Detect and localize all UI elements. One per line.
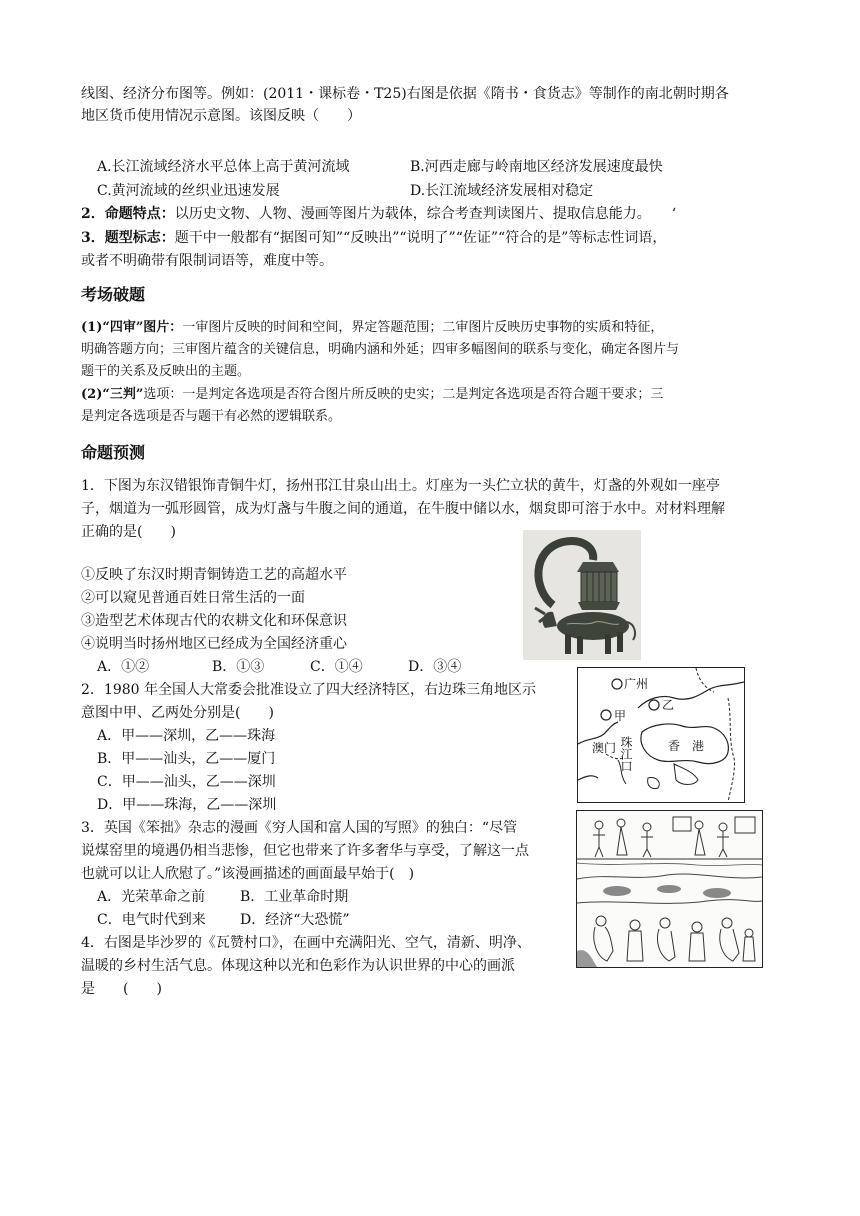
four-review-line-3: 题干的关系及反映出的主题。 [81,364,251,379]
q4-line-1: 4．右图是毕沙罗的《瓦赞村口》，在画中充满阳光、空气，清新、明净、 [81,935,531,951]
bronze-ox-lamp-image [523,530,641,660]
q3-option-d: D．经济“大恐慌” [240,912,350,928]
example-option-c: C.黄河流域的丝织业迅速发展 [97,183,280,199]
q3-line-1: 3．英国《笨拙》杂志的漫画《穷人国和富人国的写照》的独白：“尽管 [81,820,518,836]
example-option-d: D.长江流域经济发展相对稳定 [410,183,594,199]
map-label-hk-1: 香 [668,739,681,753]
feature-3-text: 题干中一般都有“据图可知”“反映出”“说明了”“佐证”“符合的是”等标志性词语， [174,230,667,246]
feature-2-text: 以历史文物、人物、漫画等图片为载体，综合考查判读图片、提取信息能力。 ‘ [174,206,677,222]
q1-option-b: B．①③ [212,659,265,675]
four-review-line-2: 明确答题方向；三审图片蕴含的关键信息，明确内涵和外延；四审多幅图间的联系与变化，确定各图片与 [81,342,680,357]
q3-option-c: C．电气时代到来 [97,912,206,928]
q4-line-3: 是 ( ) [81,981,162,997]
q1-option-d: D．③④ [408,659,462,675]
q1-statement-4: ④说明当时扬州地区已经成为全国经济重心 [81,636,347,652]
q3-line-2: 说煤窑里的境遇仍相当悲惨，但它也带来了许多奢华与享受，了解这一点 [81,843,529,859]
q2-option-b: B．甲——汕头，乙——厦门 [97,751,276,767]
three-judge-text: 选项：一是判定各选项是否符合图片所反映的史实；二是判定各选项是否符合题干要求；三 [143,387,664,402]
four-review-label: (1)“四审”图片： [81,320,183,335]
q2-option-a: A．甲——深圳，乙——珠海 [97,728,276,744]
three-judge-label: (2)“三判” [81,387,144,402]
q1-option-c: C．①④ [310,659,363,675]
four-review-line-1 [81,318,663,338]
q2-option-c: C．甲——汕头，乙——深圳 [97,774,276,790]
q1-statement-2: ②可以窥见普通百姓日常生活的一面 [81,590,305,606]
feature-3-continued: 或者不明确带有限制词语等，难度中等。 [81,253,333,269]
three-judge-line-1 [81,385,663,405]
map-label-hk-2: 港 [692,739,705,753]
q1-line-3: 正确的是( ) [81,524,176,540]
q2-option-d: D．甲——珠海，乙——深圳 [97,797,277,813]
feature-2 [81,203,676,225]
intro-line-1: 线图、经济分布图等。例如：(2011・课标卷・T25)右图是依据《隋书・食货志》等制作的南北朝时期各 [81,86,729,102]
q1-line-1: 1．下图为东汉错银饰青铜牛灯，扬州邗江甘泉山出土。灯座为一头伫立状的黄牛，灯盏的外观如一座亭 [81,478,720,494]
section-heading-exam-solving: 考场破题 [81,285,146,304]
cartoon-drawing [577,811,762,967]
q1-statement-3: ③造型艺术体现古代的农耕文化和环保意识 [81,613,347,629]
q3-option-a: A．光荣革命之前 [97,889,206,905]
example-option-b: B.河西走廊与岭南地区经济发展速度最快 [410,159,663,175]
map-label-macau: 澳门 [592,741,617,755]
map-drawing [578,668,744,802]
example-option-a: A.长江流域经济水平总体上高于黄河流域 [97,159,350,175]
map-label-jia: 甲 [614,709,627,723]
feature-3-label: 3．题型标志： [81,230,175,246]
intro-line-2: 地区货币使用情况示意图。该图反映（ ） [81,108,361,124]
bronze-ox-lamp-drawing [523,530,641,660]
pearl-river-delta-map [577,667,745,803]
q1-option-a: A．①② [97,659,150,675]
feature-3 [81,227,666,249]
three-judge-line-2: 是判定各选项是否与题干有必然的逻辑联系。 [81,409,342,424]
q1-line-2: 子，烟道为一弧形圆管，成为灯盏与牛腹之间的通道，在牛腹中储以水，烟炱即可溶于水中。对材料理解 [81,501,725,517]
section-heading-predictions: 命题预测 [81,443,146,462]
q3-option-b: B．工业革命时期 [240,889,349,905]
map-label-guangzhou: 广州 [624,677,649,691]
q2-line-1: 2．1980 年全国人大常委会批准设立了四大经济特区，右边珠三角地区示 [81,682,536,698]
four-review-text: 一审图片反映的时间和空间，界定答题范围；二审图片反映历史事物的实质和特征， [182,320,664,335]
map-label-pearl-river: 珠江口 [619,736,633,772]
feature-2-label: 2．命题特点： [81,206,175,222]
q1-statement-1: ①反映了东汉时期青铜铸造工艺的高超水平 [81,567,347,583]
q4-line-2: 温暖的乡村生活气息。体现这种以光和色彩作为认识世界的中心的画派 [81,958,515,974]
punch-cartoon-image [576,810,763,968]
q2-line-2: 意图中甲、乙两处分别是( ) [81,705,274,721]
map-label-yi: 乙 [662,698,675,712]
q3-line-3: 也就可以让人欣慰了。”该漫画描述的画面最早始于( ) [81,866,415,882]
